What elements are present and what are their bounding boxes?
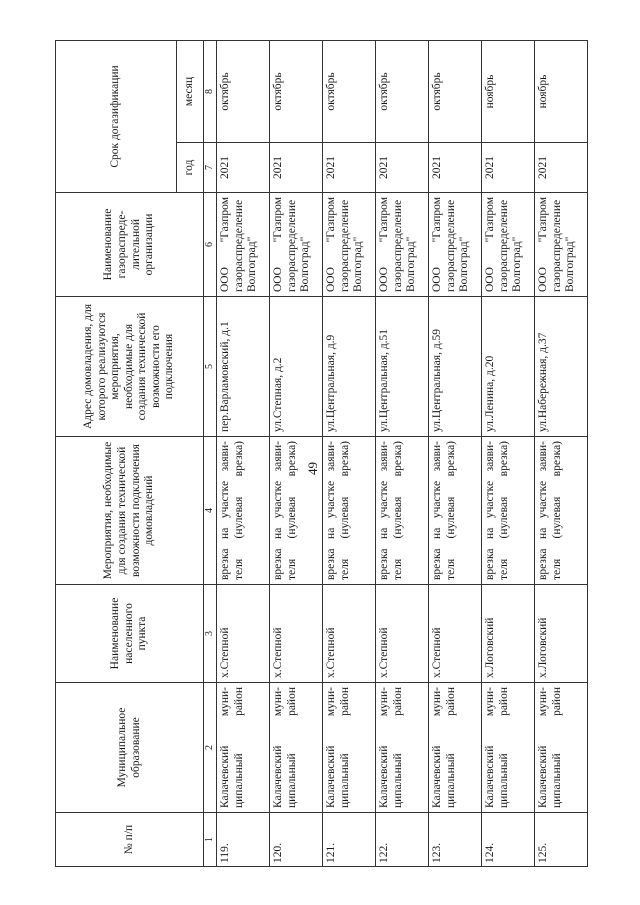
rotated-table-wrapper	[55, 41, 587, 867]
table-row	[270, 41, 323, 867]
row-year: 2021	[323, 143, 376, 193]
org-part: "Газпром	[484, 197, 496, 243]
org-part: газораспределение Волгоград"	[391, 199, 418, 292]
column-number: 4	[204, 437, 217, 585]
row-measure: врезка на участке заяви-теля (нулевая врезка)	[429, 437, 482, 585]
column-number: 5	[204, 297, 217, 437]
row-measure: врезка на участке заяви-теля (нулевая врезка)	[376, 437, 429, 585]
row-municipality: Калачевский муни-ципальный район	[270, 683, 323, 813]
table-row	[429, 41, 482, 867]
row-number: 125.	[535, 813, 588, 867]
row-number: 123.	[429, 813, 482, 867]
row-municipality: Калачевский муни-ципальный район	[376, 683, 429, 813]
header-month: месяц	[177, 41, 204, 143]
row-organization	[429, 193, 482, 297]
row-month: ноябрь	[535, 41, 588, 143]
row-month: октябрь	[429, 41, 482, 143]
org-part: газораспределение Волгоград"	[285, 199, 312, 292]
row-organization	[323, 193, 376, 297]
row-organization	[535, 193, 588, 297]
row-settlement: х.Степной	[217, 585, 270, 683]
row-settlement: х.Логовский	[482, 585, 535, 683]
org-part: ООО	[219, 267, 231, 292]
row-year: 2021	[429, 143, 482, 193]
header-term: Срок догазификации	[56, 41, 177, 193]
org-part: газораспределение Волгоград"	[497, 199, 524, 292]
org-part: газораспределение Волгоград"	[338, 199, 365, 292]
column-number: 1	[204, 813, 217, 867]
header-year: год	[177, 143, 204, 193]
row-month: октябрь	[323, 41, 376, 143]
row-organization	[482, 193, 535, 297]
org-part: ООО	[378, 267, 390, 292]
row-municipality: Калачевский муни-ципальный район	[429, 683, 482, 813]
row-address: ул.Набережная, д.37	[535, 297, 588, 437]
org-part: "Газпром	[219, 197, 231, 243]
row-settlement: х.Степной	[323, 585, 376, 683]
row-organization	[217, 193, 270, 297]
org-part: "Газпром	[431, 197, 443, 243]
row-number: 124.	[482, 813, 535, 867]
org-part: газораспределение Волгоград"	[550, 199, 577, 292]
header-number: № п/п	[56, 813, 204, 867]
row-number: 120.	[270, 813, 323, 867]
row-year: 2021	[217, 143, 270, 193]
row-settlement: х.Степной	[429, 585, 482, 683]
org-part: "Газпром	[378, 197, 390, 243]
table-row	[535, 41, 588, 867]
row-number: 122.	[376, 813, 429, 867]
row-municipality: Калачевский муни-ципальный район	[535, 683, 588, 813]
org-part: ООО	[431, 267, 443, 292]
row-settlement: х.Степной	[270, 585, 323, 683]
org-part: "Газпром	[272, 197, 284, 243]
org-part: ООО	[537, 267, 549, 292]
row-month: октябрь	[376, 41, 429, 143]
row-year: 2021	[376, 143, 429, 193]
header-municipality: Муниципальное образование	[56, 683, 204, 813]
row-year: 2021	[270, 143, 323, 193]
table-row	[376, 41, 429, 867]
header-measures: Мероприятия, необходимые для создания технической возможности подключения домовладений	[56, 437, 204, 585]
row-municipality: Калачевский муни-ципальный район	[482, 683, 535, 813]
table-row	[323, 41, 376, 867]
org-part: ООО	[325, 267, 337, 292]
org-part: ООО	[484, 267, 496, 292]
row-month: ноябрь	[482, 41, 535, 143]
header-settlement: Наименование населенного пункта	[56, 585, 204, 683]
org-part: "Газпром	[537, 197, 549, 243]
header-address: Адрес домовладения, для которого реализуются мероприятия, необходимые для создания технической возможности его подключения	[56, 297, 204, 437]
table-row	[217, 41, 270, 867]
row-measure: врезка на участке заяви-теля (нулевая врезка)	[217, 437, 270, 585]
row-month: октябрь	[217, 41, 270, 143]
gasification-table	[55, 40, 588, 867]
page-number: 49	[305, 462, 320, 475]
row-address: ул.Ленина, д.20	[482, 297, 535, 437]
row-settlement: х.Логовский	[535, 585, 588, 683]
row-address: ул.Центральная, д.9	[323, 297, 376, 437]
row-address: ул.Центральная, д.51	[376, 297, 429, 437]
org-part: газораспределение Волгоград"	[444, 199, 471, 292]
column-number: 8	[204, 41, 217, 143]
row-municipality: Калачевский муни-ципальный район	[323, 683, 376, 813]
header-organization: Наименование газораспреде-лительной организации	[56, 193, 204, 297]
column-number: 2	[204, 683, 217, 813]
row-measure: врезка на участке заяви-теля (нулевая врезка)	[323, 437, 376, 585]
row-municipality: Калачевский муни-ципальный район	[217, 683, 270, 813]
row-address: ул.Центральная, д.59	[429, 297, 482, 437]
row-number: 121.	[323, 813, 376, 867]
row-measure: врезка на участке заяви-теля (нулевая врезка)	[270, 437, 323, 585]
column-number: 6	[204, 193, 217, 297]
column-number: 3	[204, 585, 217, 683]
row-address: пер.Варламовский, д.1	[217, 297, 270, 437]
org-part: ООО	[272, 267, 284, 292]
column-number: 7	[204, 143, 217, 193]
row-month: октябрь	[270, 41, 323, 143]
row-year: 2021	[482, 143, 535, 193]
row-organization	[270, 193, 323, 297]
row-measure: врезка на участке заяви-теля (нулевая врезка)	[482, 437, 535, 585]
row-organization	[376, 193, 429, 297]
row-address: ул.Степная, д.2	[270, 297, 323, 437]
row-year: 2021	[535, 143, 588, 193]
org-part: "Газпром	[325, 197, 337, 243]
row-number: 119.	[217, 813, 270, 867]
org-part: газораспределение Волгоград"	[232, 199, 259, 292]
row-settlement: х.Степной	[376, 585, 429, 683]
table-row	[482, 41, 535, 867]
row-measure: врезка на участке заяви-теля (нулевая врезка)	[535, 437, 588, 585]
